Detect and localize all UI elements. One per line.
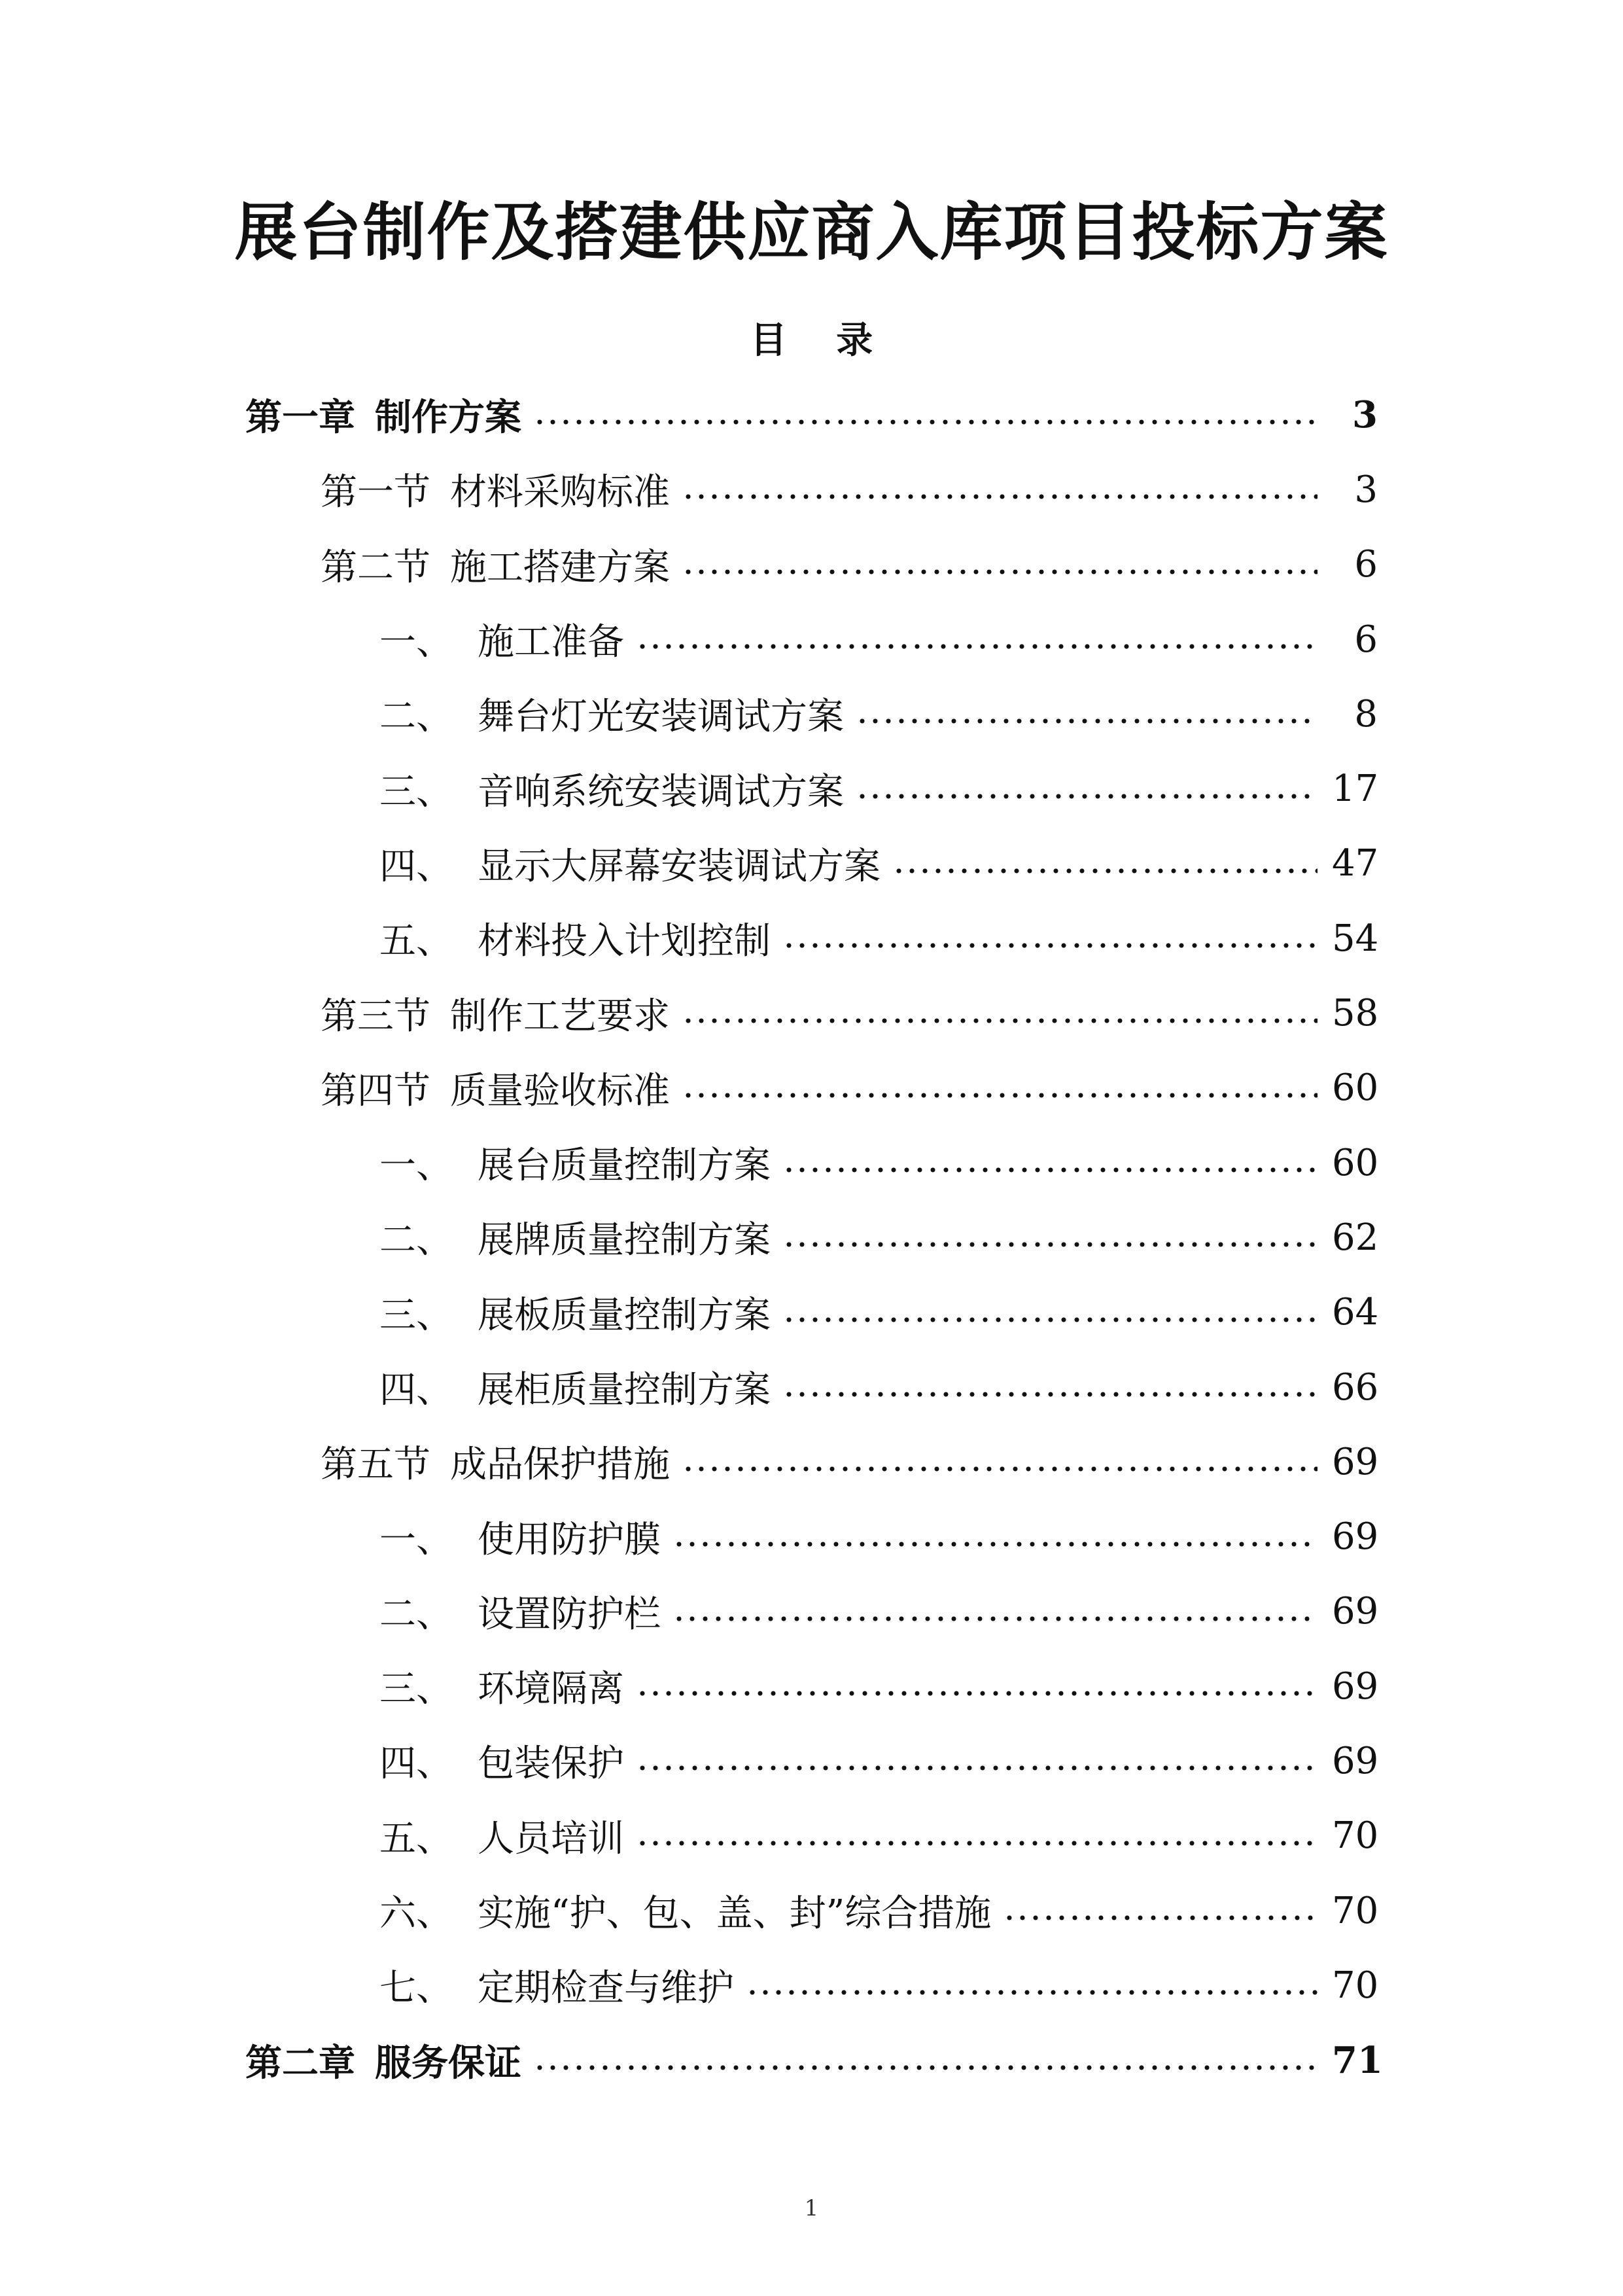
table-of-contents xyxy=(0,378,1623,2098)
toc-entry[interactable] xyxy=(0,976,1623,1050)
toc-entry-label: 服务保证 xyxy=(375,2041,521,2085)
toc-entry-label: 展板质量控制方案 xyxy=(478,1294,771,1337)
toc-entry[interactable] xyxy=(0,751,1623,826)
dot-leader xyxy=(782,1167,1318,1173)
toc-entry[interactable] xyxy=(0,1275,1623,1350)
toc-entry-number: 四、 xyxy=(379,1369,453,1411)
dot-leader xyxy=(682,569,1318,575)
page-number: 1 xyxy=(804,2195,819,2221)
toc-entry[interactable] xyxy=(0,452,1623,527)
toc-entry-label: 包装保护 xyxy=(478,1742,624,1786)
toc-entry[interactable] xyxy=(0,1200,1623,1275)
toc-entry-number: 五、 xyxy=(379,920,453,963)
toc-entry-page: 69 xyxy=(1332,1590,1379,1633)
toc-entry-number: 第三节 xyxy=(321,995,430,1038)
toc-entry-number: 第二节 xyxy=(321,546,430,589)
toc-entry[interactable] xyxy=(0,1649,1623,1723)
toc-entry-number: 第一章 xyxy=(245,396,355,440)
toc-entry[interactable] xyxy=(0,1499,1623,1574)
toc-entry-page: 60 xyxy=(1332,1067,1379,1110)
dot-leader xyxy=(533,2064,1318,2071)
toc-entry-label: 施工准备 xyxy=(478,621,624,664)
toc-entry-number: 三、 xyxy=(379,1294,453,1337)
toc-entry-label: 施工搭建方案 xyxy=(450,546,670,589)
dot-leader xyxy=(682,1466,1318,1472)
toc-entry-label: 材料投入计划控制 xyxy=(478,920,771,963)
toc-entry[interactable] xyxy=(0,1948,1623,2022)
toc-entry-page: 69 xyxy=(1332,1515,1379,1559)
toc-entry-label: 展台质量控制方案 xyxy=(478,1144,771,1188)
toc-entry-number: 六、 xyxy=(379,1892,453,1935)
toc-entry-number: 二、 xyxy=(379,696,453,739)
toc-entry-number: 第四节 xyxy=(321,1069,430,1112)
toc-entry-label: 人员培训 xyxy=(478,1817,624,1860)
toc-entry-label: 实施“护、包、盖、封”综合措施 xyxy=(478,1892,992,1935)
toc-entry-label: 定期检查与维护 xyxy=(478,1967,734,2010)
dot-leader xyxy=(782,1241,1318,1248)
toc-entry-label: 成品保护措施 xyxy=(450,1443,670,1487)
toc-entry[interactable] xyxy=(0,901,1623,976)
toc-entry-page: 69 xyxy=(1332,1665,1379,1708)
toc-entry[interactable] xyxy=(0,1723,1623,1798)
toc-entry-number: 四、 xyxy=(379,1742,453,1786)
toc-entry-label: 设置防护栏 xyxy=(478,1593,661,1636)
toc-entry-label: 音响系统安装调试方案 xyxy=(478,770,844,813)
toc-entry-page: 70 xyxy=(1332,1889,1379,1932)
toc-entry[interactable] xyxy=(0,1799,1623,1873)
toc-heading: 目 录 xyxy=(750,319,892,362)
toc-entry-page: 69 xyxy=(1332,1440,1379,1483)
toc-entry[interactable] xyxy=(0,2023,1623,2098)
toc-entry-label: 制作方案 xyxy=(375,396,521,440)
dot-leader xyxy=(672,1616,1318,1622)
toc-entry-page: 64 xyxy=(1332,1291,1379,1334)
toc-entry-page: 69 xyxy=(1332,1739,1379,1782)
toc-entry-label: 展柜质量控制方案 xyxy=(478,1369,771,1411)
toc-entry-number: 二、 xyxy=(379,1219,453,1262)
toc-entry-label: 质量验收标准 xyxy=(450,1069,670,1112)
dot-leader xyxy=(782,942,1318,949)
toc-entry-number: 三、 xyxy=(379,770,453,813)
dot-leader xyxy=(682,1017,1318,1024)
toc-entry-number: 一、 xyxy=(379,1518,453,1561)
dot-leader xyxy=(746,1989,1318,1996)
toc-entry-number: 二、 xyxy=(379,1593,453,1636)
toc-entry-page: 60 xyxy=(1332,1141,1379,1184)
dot-leader xyxy=(782,1316,1318,1323)
document-title: 展台制作及搭建供应商入库项目投标方案 xyxy=(234,195,1389,269)
toc-entry[interactable] xyxy=(0,826,1623,901)
toc-entry-label: 舞台灯光安装调试方案 xyxy=(478,696,844,739)
toc-entry-label: 展牌质量控制方案 xyxy=(478,1219,771,1262)
dot-leader xyxy=(892,868,1318,874)
dot-leader xyxy=(533,419,1318,425)
toc-entry[interactable] xyxy=(0,1873,1623,1948)
toc-entry-page: 70 xyxy=(1332,1964,1379,2007)
toc-entry-label: 使用防护膜 xyxy=(478,1518,661,1561)
toc-entry-number: 七、 xyxy=(379,1967,453,2010)
toc-entry-page: 71 xyxy=(1332,2038,1383,2082)
toc-entry-page: 17 xyxy=(1332,768,1379,811)
dot-leader xyxy=(636,643,1318,650)
dot-leader xyxy=(682,1092,1318,1099)
toc-entry[interactable] xyxy=(0,1574,1623,1649)
toc-entry-page: 3 xyxy=(1352,393,1378,437)
dot-leader xyxy=(782,1391,1318,1398)
dot-leader xyxy=(636,1840,1318,1846)
toc-entry-page: 3 xyxy=(1354,468,1378,511)
dot-leader xyxy=(856,718,1318,724)
toc-entry[interactable] xyxy=(0,1350,1623,1424)
dot-leader xyxy=(682,493,1318,500)
toc-entry-number: 第一节 xyxy=(321,471,430,514)
toc-entry-label: 显示大屏幕安装调试方案 xyxy=(478,845,881,888)
toc-entry-number: 第二章 xyxy=(245,2041,355,2085)
toc-entry-page: 54 xyxy=(1332,917,1379,960)
toc-entry[interactable] xyxy=(0,602,1623,677)
toc-entry-page: 70 xyxy=(1332,1814,1379,1858)
toc-entry-page: 58 xyxy=(1332,992,1379,1035)
toc-entry-number: 第五节 xyxy=(321,1443,430,1487)
toc-entry-number: 四、 xyxy=(379,845,453,888)
toc-entry-label: 环境隔离 xyxy=(478,1668,624,1711)
toc-entry-number: 一、 xyxy=(379,621,453,664)
dot-leader xyxy=(636,1690,1318,1697)
dot-leader xyxy=(672,1541,1318,1547)
dot-leader xyxy=(856,793,1318,800)
toc-entry-label: 制作工艺要求 xyxy=(450,995,670,1038)
toc-entry-page: 66 xyxy=(1332,1366,1379,1409)
toc-entry[interactable] xyxy=(0,1051,1623,1125)
toc-entry-page: 6 xyxy=(1354,618,1378,661)
toc-entry-page: 47 xyxy=(1332,842,1379,885)
toc-entry[interactable] xyxy=(0,378,1623,452)
toc-entry[interactable] xyxy=(0,527,1623,602)
toc-entry[interactable] xyxy=(0,1125,1623,1200)
toc-entry-number: 五、 xyxy=(379,1817,453,1860)
toc-entry-number: 三、 xyxy=(379,1668,453,1711)
toc-entry[interactable] xyxy=(0,677,1623,751)
dot-leader xyxy=(636,1765,1318,1771)
toc-entry-page: 8 xyxy=(1354,692,1378,735)
dot-leader xyxy=(1003,1915,1318,1921)
toc-entry-page: 62 xyxy=(1332,1216,1379,1259)
toc-entry-number: 一、 xyxy=(379,1144,453,1188)
toc-entry-page: 6 xyxy=(1354,543,1378,586)
toc-entry[interactable] xyxy=(0,1424,1623,1499)
toc-entry-label: 材料采购标准 xyxy=(450,471,670,514)
